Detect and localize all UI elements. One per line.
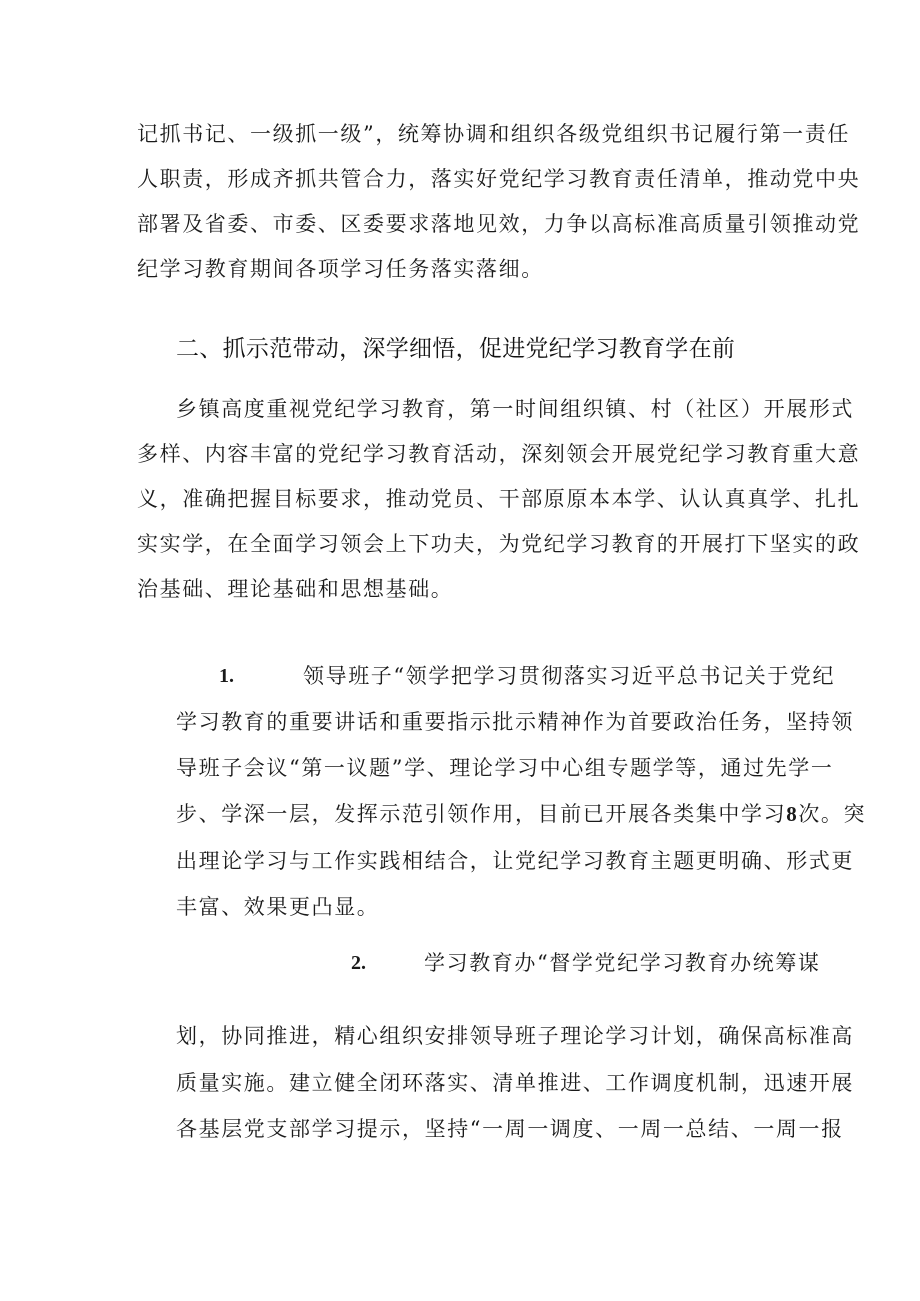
text-line: 质量实施。建立健全闭环落实、清单推进、工作调度机制，迅速开展 — [176, 1071, 854, 1095]
text-line: 出理论学习与工作实践相结合，让党纪学习教育主题更明确、形式更 — [176, 849, 854, 873]
count-number: 8 — [786, 802, 799, 826]
text-line: 学习教育办“督学党纪学习教育办统筹谋 — [424, 951, 821, 975]
section-heading: 二、抓示范带动，深学细悟，促进党纪学习教育学在前 — [176, 336, 736, 362]
text-line: 乡镇高度重视党纪学习教育，第一时间组织镇、村（社区）开展形式 — [176, 397, 854, 421]
text-line: 记抓书记、一级抓一级”，统筹协调和组织各级党组织书记履行第一责任 — [137, 122, 850, 146]
text-line: 各基层党支部学习提示，坚持“一周一调度、一周一总结、一周一报 — [176, 1117, 844, 1141]
text-line: 领导班子“领学把学习贯彻落实习近平总书记关于党纪 — [303, 664, 836, 688]
item-number: 2. — [351, 952, 366, 974]
text-line: 学习教育的重要讲话和重要指示批示精神作为首要政治任务，坚持领 — [176, 710, 854, 734]
text-segment: 步、学深一层，发挥示范引领作用，目前已开展各类集中学习 — [176, 802, 787, 826]
text-line: 纪学习教育期间各项学习任务落实落细。 — [137, 257, 544, 281]
text-line — [176, 799, 866, 829]
text-segment: 次。突 — [798, 802, 867, 826]
item-number: 1. — [219, 665, 234, 687]
text-line: 导班子会议“第一议题”学、理论学习中心组专题学等，通过先学一 — [176, 756, 834, 780]
text-line: 实实学，在全面学习领会上下功夫，为党纪学习教育的开展打下坚实的政 — [137, 532, 861, 556]
text-line: 多样、内容丰富的党纪学习教育活动，深刻领会开展党纪学习教育重大意 — [137, 442, 861, 466]
text-line: 划，协同推进，精心组织安排领导班子理论学习计划，确保高标准高 — [176, 1024, 854, 1048]
text-line: 人职责，形成齐抓共管合力，落实好党纪学习教育责任清单，推动党中央 — [137, 167, 861, 191]
text-line: 治基础、理论基础和思想基础。 — [137, 577, 454, 601]
text-line: 义，准确把握目标要求，推动党员、干部原原本本学、认认真真学、扎扎 — [137, 487, 861, 511]
text-line: 丰富、效果更凸显。 — [176, 895, 380, 919]
text-line: 部署及省委、市委、区委要求落地见效，力争以高标准高质量引领推动党 — [137, 212, 861, 236]
